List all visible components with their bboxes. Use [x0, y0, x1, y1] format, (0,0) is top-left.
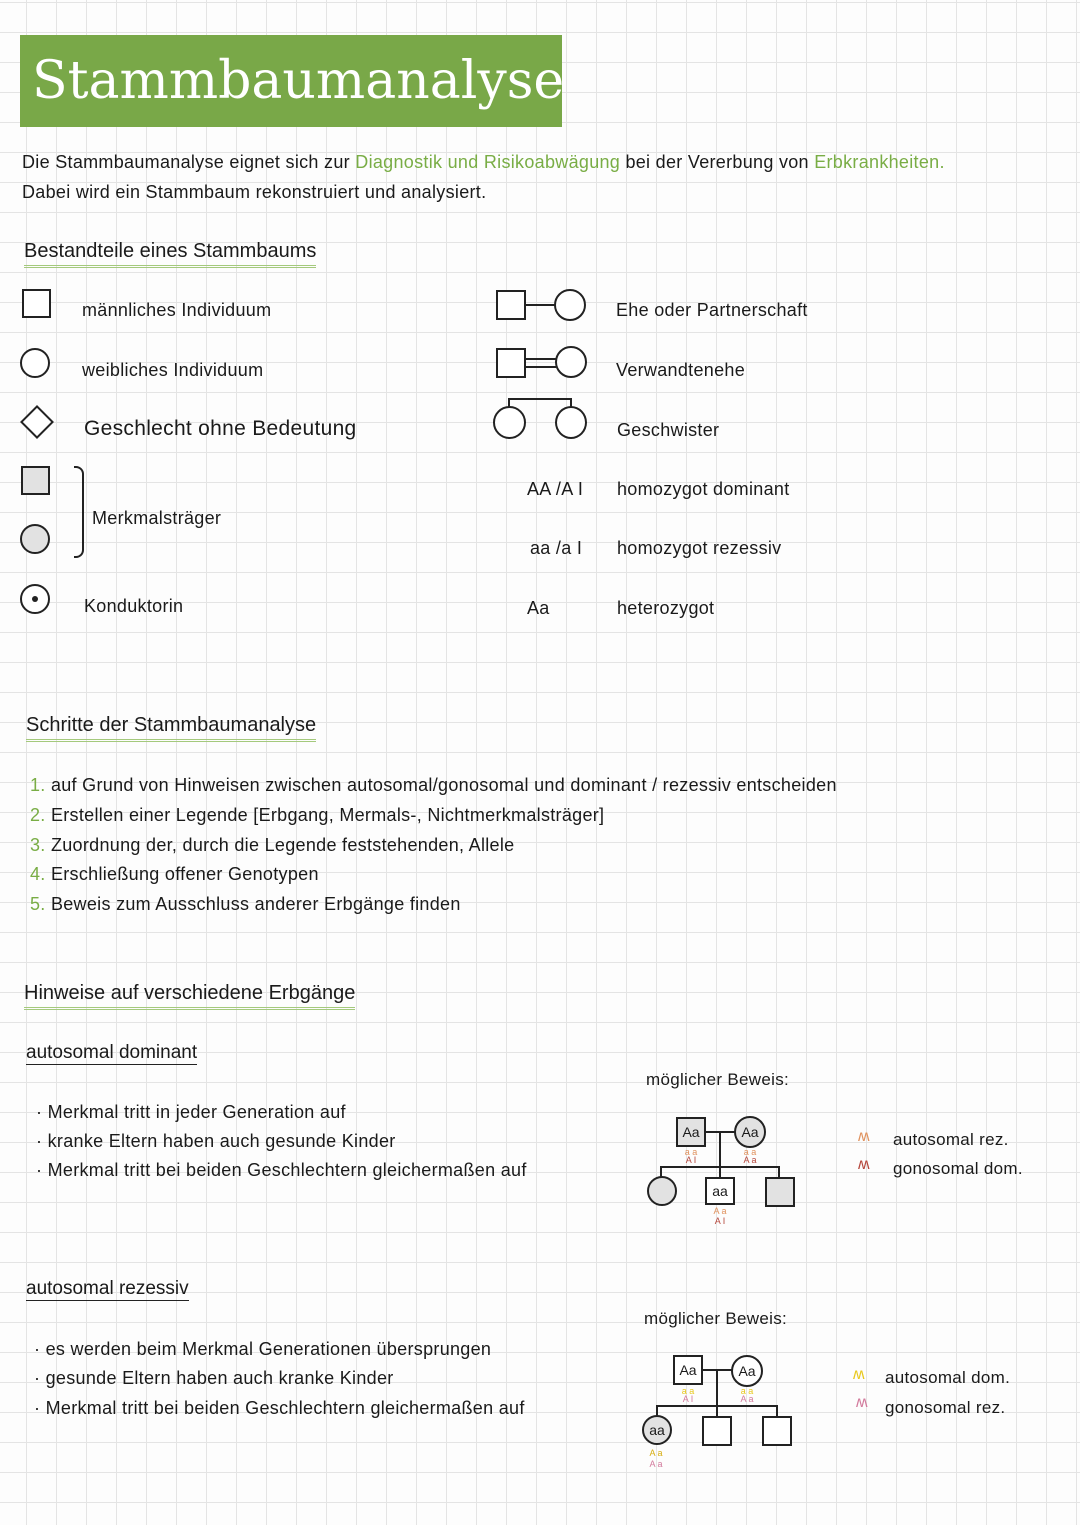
legend-label: Geschwister: [617, 420, 720, 440]
proof-label: möglicher Beweis:: [644, 1309, 788, 1328]
male-symbol: [22, 289, 51, 318]
bracket: [74, 466, 84, 558]
bullet-item: · kranke Eltern haben auch gesunde Kinder: [36, 1131, 396, 1151]
daughter-affected: aa: [642, 1415, 672, 1445]
genotype-code: Aa: [527, 598, 550, 618]
affected-male-symbol: [21, 466, 50, 495]
step-item: [30, 775, 837, 796]
legend-text: gonosomal dom.: [893, 1159, 1023, 1178]
bullet-item: · es werden beim Merkmal Generationen übersprungen: [34, 1339, 492, 1359]
step-text: Zuordnung der, durch die Legende feststehenden, Allele: [50, 835, 515, 855]
allele: A I: [682, 1394, 694, 1404]
allele: a a: [681, 1386, 695, 1396]
proof-label: möglicher Beweis:: [646, 1070, 790, 1089]
hints-heading: Hinweise auf verschiedene Erbgänge: [24, 982, 355, 1010]
son: [762, 1416, 792, 1446]
step-number: 3.: [30, 835, 46, 855]
squiggle-icon: ʍ: [853, 1366, 865, 1383]
allele: A I: [685, 1155, 697, 1165]
carrier-symbol: [20, 584, 50, 614]
steps-heading: Schritte der Stammbaumanalyse: [26, 714, 316, 742]
step-number: 1.: [30, 775, 46, 795]
allele: A a: [743, 1155, 757, 1165]
legend-text: autosomal dom.: [885, 1368, 1011, 1387]
genotype-code: aa /a I: [530, 538, 583, 558]
allele: a a: [684, 1147, 698, 1157]
mother: Aa: [731, 1355, 763, 1387]
step-text: Beweis zum Ausschluss anderer Erbgänge finden: [50, 894, 461, 914]
step-item: [30, 894, 461, 915]
step-item: [30, 864, 319, 885]
intro-highlight: Erbkrankheiten.: [814, 152, 945, 172]
father: Aa: [673, 1355, 703, 1385]
bullet-text: Merkmal tritt bei beiden Geschlechtern gleichermaßen auf: [47, 1160, 527, 1180]
page-title: Stammbaumanalyse: [20, 35, 562, 127]
components-heading: Bestandteile eines Stammbaums: [24, 240, 316, 268]
legend-label: Verwandtenehe: [616, 360, 746, 380]
bullet-text: Merkmal tritt bei beiden Geschlechtern gleichermaßen auf: [45, 1398, 525, 1418]
step-item: [30, 835, 514, 856]
step-item: [30, 805, 604, 826]
bullet-text: gesunde Eltern haben auch kranke Kinder: [45, 1368, 394, 1388]
legend-label: homozygot rezessiv: [617, 538, 782, 558]
bullet-item: · Merkmal tritt bei beiden Geschlechtern gleichermaßen auf: [34, 1398, 525, 1418]
legend-label: männliches Individuum: [82, 300, 272, 320]
bullet-text: kranke Eltern haben auch gesunde Kinder: [47, 1131, 396, 1151]
son-affected: [765, 1177, 795, 1207]
daughter: [647, 1176, 677, 1206]
legend-label: Geschlecht ohne Bedeutung: [84, 417, 357, 440]
allele: A a: [740, 1394, 754, 1404]
squiggle-icon: ʍ: [856, 1394, 868, 1411]
allele: A a: [649, 1459, 663, 1469]
son: aa: [705, 1177, 735, 1205]
section-title: autosomal dominant: [26, 1042, 198, 1063]
legend-label: heterozygot: [617, 598, 715, 618]
allele: a a: [740, 1386, 754, 1396]
intro-highlight: Diagnostik und Risikoabwägung: [355, 152, 621, 172]
step-text: Erschließung offener Genotypen: [50, 864, 319, 884]
step-number: 2.: [30, 805, 46, 825]
legend-label: Ehe oder Partnerschaft: [616, 300, 808, 320]
female-symbol: [20, 348, 50, 378]
squiggle-icon: ʍ: [858, 1156, 870, 1173]
allele: A I: [714, 1216, 726, 1226]
legend-label: homozygot dominant: [617, 479, 790, 499]
father: Aa: [676, 1117, 706, 1147]
intro-text: Die Stammbaumanalyse eignet sich zur: [22, 152, 350, 172]
legend-label: weibliches Individuum: [82, 360, 264, 380]
intro-line-2: Dabei wird ein Stammbaum rekonstruiert und analysiert.: [22, 182, 487, 202]
mother: Aa: [734, 1116, 766, 1148]
bullet-text: Merkmal tritt in jeder Generation auf: [47, 1102, 346, 1122]
diamond-symbol: [20, 405, 54, 439]
bullet-item: · Merkmal tritt in jeder Generation auf: [36, 1102, 346, 1122]
step-number: 5.: [30, 894, 46, 914]
allele: A a: [649, 1448, 663, 1458]
intro-text: bei der Vererbung von: [625, 152, 809, 172]
step-text: auf Grund von Hinweisen zwischen autosomal/gonosomal und dominant / rezessiv entscheiden: [50, 775, 837, 795]
bullet-text: es werden beim Merkmal Generationen übersprungen: [45, 1339, 492, 1359]
allele: A a: [713, 1206, 727, 1216]
allele: a a: [743, 1147, 757, 1157]
legend-label: Merkmalsträger: [92, 508, 222, 528]
step-text: Erstellen einer Legende [Erbgang, Mermals-, Nichtmerkmalsträger]: [50, 805, 605, 825]
intro-line-1: [22, 152, 945, 173]
son: [702, 1416, 732, 1446]
genotype-code: AA /A I: [527, 479, 584, 499]
squiggle-icon: ʍ: [858, 1128, 870, 1145]
legend-label: Konduktorin: [84, 596, 184, 616]
step-number: 4.: [30, 864, 46, 884]
legend-text: gonosomal rez.: [885, 1398, 1006, 1417]
legend-text: autosomal rez.: [893, 1130, 1009, 1149]
section-title: autosomal rezessiv: [26, 1278, 189, 1299]
affected-female-symbol: [20, 524, 50, 554]
bullet-item: · gesunde Eltern haben auch kranke Kinder: [34, 1368, 394, 1388]
bullet-item: · Merkmal tritt bei beiden Geschlechtern gleichermaßen auf: [36, 1160, 527, 1180]
